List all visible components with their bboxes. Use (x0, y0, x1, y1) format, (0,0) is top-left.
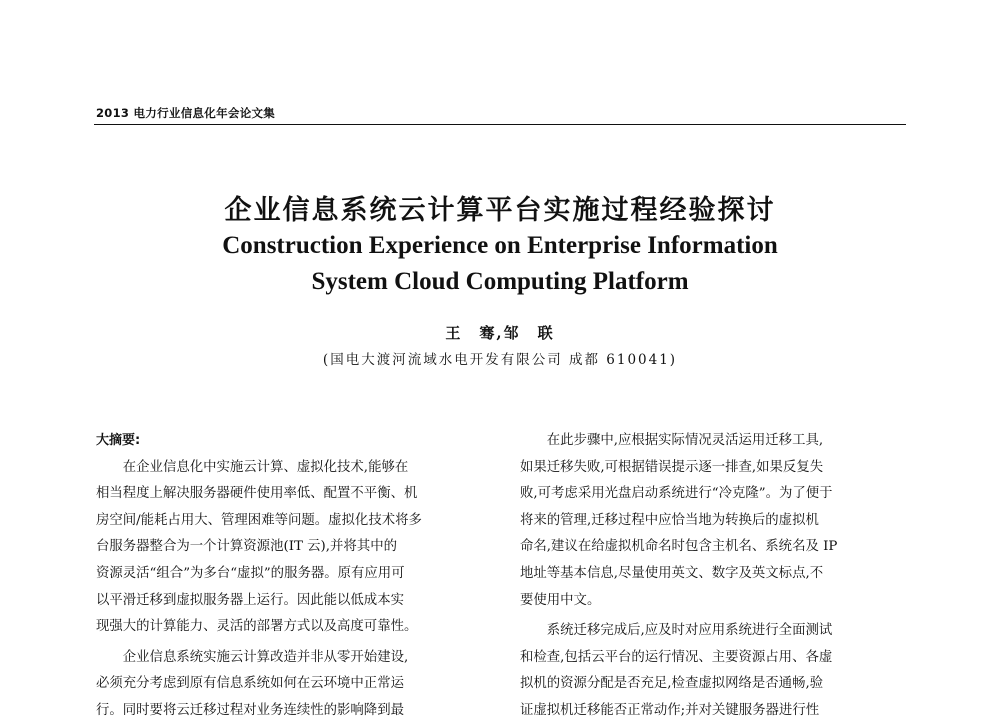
left-column (96, 428, 494, 725)
body-line: 行。同时要将云迁移过程对业务连续性的影响降到最 (96, 702, 404, 718)
body-line: 以平滑迁移到虚拟服务器上运行。因此能以低成本实 (96, 592, 404, 608)
body-line: 在企业信息化中实施云计算、虚拟化技术,能够在 (96, 459, 409, 475)
body-line: 相当程度上解决服务器硬件使用率低、配置不平衡、机 (96, 486, 418, 502)
abstract-label: 大摘要: (96, 433, 141, 448)
body-line: 地址等基本信息,尽量使用英文、数字及英文标点,不 (520, 565, 824, 581)
body-line: 现强大的计算能力、灵活的部署方式以及高度可靠性。 (96, 619, 418, 635)
body-line: 将来的管理,迁移过程中应恰当地为转换后的虚拟机 (520, 512, 819, 528)
body-line: 资源灵活“组合”为多台“虚拟”的服务器。原有应用可 (96, 565, 405, 581)
body-line: 如果迁移失败,可根据错误提示逐一排查,如果反复失 (520, 459, 824, 475)
body-line: 必须充分考虑到原有信息系统如何在云环境中正常运 (96, 676, 404, 692)
body-line: 败,可考虑采用光盘启动系统进行“冷克隆”。为了便于 (520, 486, 833, 502)
body-line: 和检查,包括云平台的运行情况、主要资源占用、各虚 (520, 649, 833, 665)
body-line: 在此步骤中,应根据实际情况灵活运用迁移工具, (520, 433, 824, 448)
body-line: 证虚拟机迁移能否正常动作;并对关键服务器进行性 (520, 702, 820, 718)
body-line: 要使用中文。 (520, 592, 601, 608)
affiliation: (国电大渡河流域水电开发有限公司 成都 610041) (322, 352, 678, 368)
body-line: 拟机的资源分配是否充足,检查虚拟网络是否通畅,验 (520, 676, 824, 692)
body-line: 房空间/能耗占用大、管理困难等问题。虚拟化技术将多 (96, 512, 422, 528)
body-line: 命名,建议在给虚拟机命名时包含主机名、系统名及 IP (520, 539, 838, 555)
title-english-line-1: Construction Experience on Enterprise Information (222, 232, 778, 259)
title-chinese: 企业信息系统云计算平台实施过程经验探讨 (224, 195, 776, 226)
authors: 王 骞,邹 联 (445, 324, 555, 342)
header-rule (94, 124, 906, 125)
right-column (520, 428, 918, 725)
body-line: 台服务器整合为一个计算资源池(IT 云),并将其中的 (96, 539, 397, 555)
body-line: 系统迁移完成后,应及时对应用系统进行全面测试 (520, 623, 833, 639)
body-line: 企业信息系统实施云计算改造并非从零开始建设, (96, 649, 409, 665)
title-english-line-2: System Cloud Computing Platform (311, 268, 689, 295)
running-header: 2013 电力行业信息化年会论文集 (96, 106, 276, 120)
